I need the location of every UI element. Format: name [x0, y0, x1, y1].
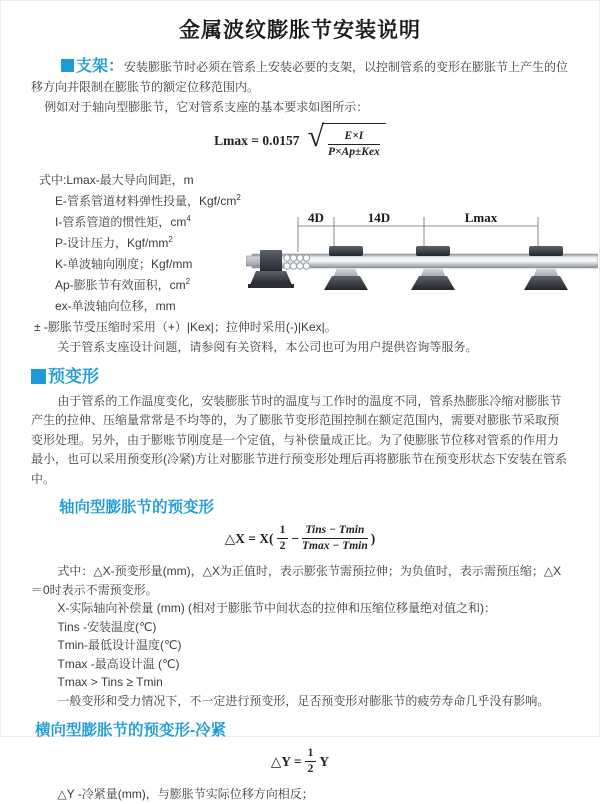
definition-line: Ap-膨胀节有效面积，$cm^2$ — [55, 276, 191, 292]
support-intro-paragraph — [31, 57, 569, 97]
axial-formula — [31, 523, 569, 554]
definition-line: I-管系管道的惯性矩，$cm^4$ — [55, 213, 191, 229]
axial-line: 一般变形和受力情况下，不一定进行预变形，足否预变形对膨胀节的疲劳寿命几乎没有影响。 — [57, 693, 550, 708]
sqrt-content — [322, 123, 386, 160]
sqrt-symbol-icon: √ — [307, 120, 324, 153]
predeform-section-heading — [31, 367, 569, 388]
document-body — [1, 57, 599, 804]
section-square-icon — [61, 59, 74, 72]
lmax-formula — [31, 120, 569, 160]
minus-sign: − — [291, 530, 300, 546]
lateral-line: △Y -冷紧量(mm)，与膨胀节实际位移方向相反； — [57, 787, 314, 802]
axial-line: 式中：△X-预变形量(mm)，△X为正值时，表示膨张节需预拉伸；为负值时，表示需预压缩；△X＝0时表示不需预变形。 — [31, 564, 562, 597]
lmax-fraction-denominator: P×Ap±Kex — [327, 145, 380, 158]
support-note: 关于管系支座设计问题，请参阅有关资料，本公司也可为用户提供咨询等服务。 — [57, 339, 478, 354]
definition-line: K-单波轴向刚度；Kgf/mm — [55, 256, 193, 271]
definition-line: P-设计压力，Kgf/$mm^2$ — [55, 234, 173, 250]
pipe-support-diagram — [246, 210, 598, 306]
lmax-fraction — [328, 129, 380, 160]
definition-line: E-管系管道材料弹性投量，Kgf/$cm^2$ — [55, 192, 241, 208]
axial-formula-lhs: △X = X( — [224, 530, 274, 546]
support-heading-label: 支架： — [76, 58, 125, 75]
lateral-formula — [31, 746, 569, 777]
support-section-heading — [61, 58, 124, 75]
axial-line: Tmin-最低设计温度(℃) — [57, 638, 182, 653]
axial-line: Tmax -最高设计温 (℃) — [57, 656, 180, 671]
support-intro-text: 安装膨胀节时必须在管系上安装必要的支架，以控制管系的变形在膨胀节上产生的位移方向并限制在膨胀节的额定位移范围内。 — [31, 60, 569, 94]
axial-subheading: 轴向型膨胀节的预变形 — [59, 499, 215, 517]
predeform-heading-label: 预变形 — [48, 366, 99, 386]
lateral-subheading: 横向型膨胀节的预变形-冷紧 — [35, 722, 227, 740]
axial-line: X-实际轴向补偿量 (mm) (相对于膨胀节中间状态的拉伸和压缩位移量绝对值之和)： — [57, 601, 497, 616]
dim-label-4d: 4D — [308, 209, 324, 225]
axial-line: Tins -安装温度(℃) — [57, 619, 157, 634]
half-fraction: $\frac{1}{2}$ — [277, 523, 289, 554]
definition-line: 式中:Lmax-最大导向间距，m — [39, 172, 194, 187]
definition-line: ± -膨胀节受压缩时采用（+）|Kex|；拉伸时采用(-)|Kex|。 — [34, 319, 337, 334]
definition-line: ex-单波轴向位移，mm — [55, 298, 176, 313]
temperature-fraction: $\frac{\text{Tins − Tmin}}{Tmax - Tmin}$ — [302, 524, 368, 553]
lateral-definition-list — [31, 785, 569, 804]
axial-line: Tmax > Tins ≥ Tmin — [57, 675, 163, 690]
axial-definition-list — [31, 562, 569, 710]
lmax-formula-lhs: Lmax = 0.0157 — [214, 133, 300, 149]
close-paren: ) — [370, 530, 376, 546]
lmax-fraction-numerator: E×I — [328, 129, 380, 145]
dim-label-lmax: Lmax — [464, 209, 498, 225]
page-title: 金属波纹膨胀节安装说明 — [179, 19, 421, 42]
lateral-formula-lhs: △Y = — [270, 753, 302, 769]
section-square-icon — [31, 369, 46, 384]
sqrt-radical — [307, 120, 386, 160]
definitions-and-diagram — [31, 168, 569, 336]
lateral-formula-rhs: Y — [319, 753, 330, 769]
pipe-stub — [246, 256, 261, 266]
dim-label-14d: 14D — [367, 209, 391, 225]
support-example-paragraph: 例如对于轴向型膨胀节，它对管系支座的基本要求如图所示： — [44, 100, 369, 114]
predeform-paragraph: 由于管系的工作温度变化，安装膨胀节时的温度与工作时的温度不同，管系热膨胀冷缩对膨胀节产生的拉伸、压缩量常常是不均等的，为了膨胀节变形范围控制在额定范围内，需要对膨胀节采取预变形处理。另外，由于膨账节刚度是一个定值，与补偿量成正比。为了使膨胀节位移对管系的作用力最小，也可以采用预变形(冷紧)方让对膨胀节进行预变形处理后再将膨胀节在预变形状态下安装在管系中。 — [31, 393, 567, 486]
half-fraction: $\frac{1}{2}$ — [305, 746, 317, 777]
